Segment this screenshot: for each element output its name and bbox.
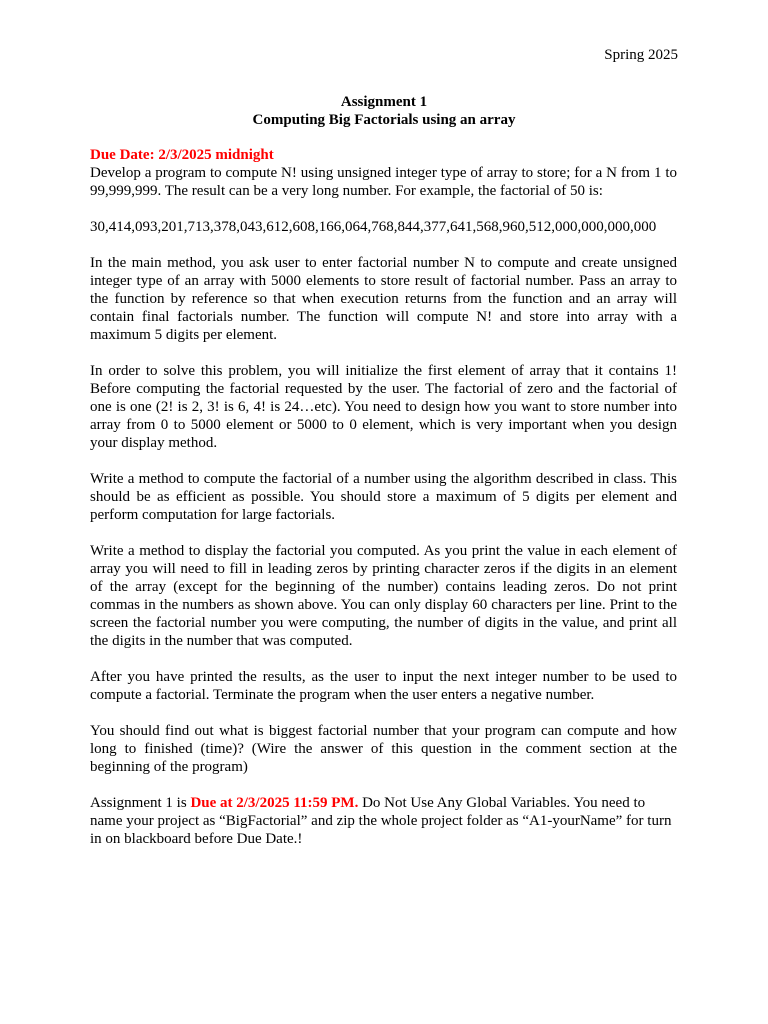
intro-paragraph: Develop a program to compute N! using unsigned integer type of array to store; for a N from 1 to 99,999,999. The result can be a very long number. For example, the factorial of 50 is: <box>90 165 677 199</box>
main-method-paragraph: In the main method, you ask user to enter factorial number N to compute and create unsigned integer type of an array with 5000 elements to store result of factorial number. Pass an array to the function by reference so that when execution returns from the function and an array will contain final factorials number. The function will compute N! and store into array with a maximum 5 digits per element. <box>90 255 677 343</box>
final-prefix: Assignment 1 is <box>90 795 191 811</box>
title-block <box>0 93 768 129</box>
assignment-subtitle: Computing Big Factorials using an array <box>252 112 516 128</box>
solve-paragraph: In order to solve this problem, you will initialize the first element of array that it contains 1! Before computing the factorial requested by the user. The factorial of zero and the factorial of one is one (2! is 2, 3! is 6, 4! is 24…etc). You need to design how you want to store number into array from 0 to 5000 element or 5000 to 0 element, which is very important when you design your display method. <box>90 363 677 451</box>
semester-label: Spring 2025 <box>604 47 678 63</box>
final-due-date: Due at 2/3/2025 11:59 PM. <box>190 795 359 811</box>
final-paragraph <box>90 794 677 848</box>
example-value: 30,414,093,201,713,378,043,612,608,166,064,768,844,377,641,568,960,512,000,000,000,000 <box>90 219 657 235</box>
assignment-title: Assignment 1 <box>340 94 428 110</box>
final-suffix: Do Not Use Any Global Variables. You need to name your project as “BigFactorial” and zip the whole project folder as “A1-yourName” for turn in on blackboard before Due Date.! <box>90 795 672 847</box>
intro-block <box>90 146 677 200</box>
loop-paragraph: After you have printed the results, as the user to input the next integer number to be used to compute a factorial. Terminate the program when the user enters a negative number. <box>90 669 677 703</box>
biggest-paragraph: You should find out what is biggest factorial number that your program can compute and how long to finished (time)? (Wire the answer of this question in the comment section at the beginning of the program) <box>90 723 677 775</box>
due-date-label: Due Date: 2/3/2025 midnight <box>90 147 274 163</box>
display-method-paragraph: Write a method to display the factorial you computed. As you print the value in each element of array you will need to fill in leading zeros by printing character zeros if the digits in an element of the array (except for the beginning of the number) contains leading zeros. Do not print commas in the numbers as shown above. You can only display 60 characters per line. Print to the screen the factorial number you were computing, the number of digits in the value, and print all the digits in the number that was computed. <box>90 543 677 649</box>
compute-method-paragraph: Write a method to compute the factorial of a number using the algorithm described in class. This should be as efficient as possible. You should store a maximum of 5 digits per element and perform computation for large factorials. <box>90 471 677 523</box>
document-body <box>90 146 677 866</box>
